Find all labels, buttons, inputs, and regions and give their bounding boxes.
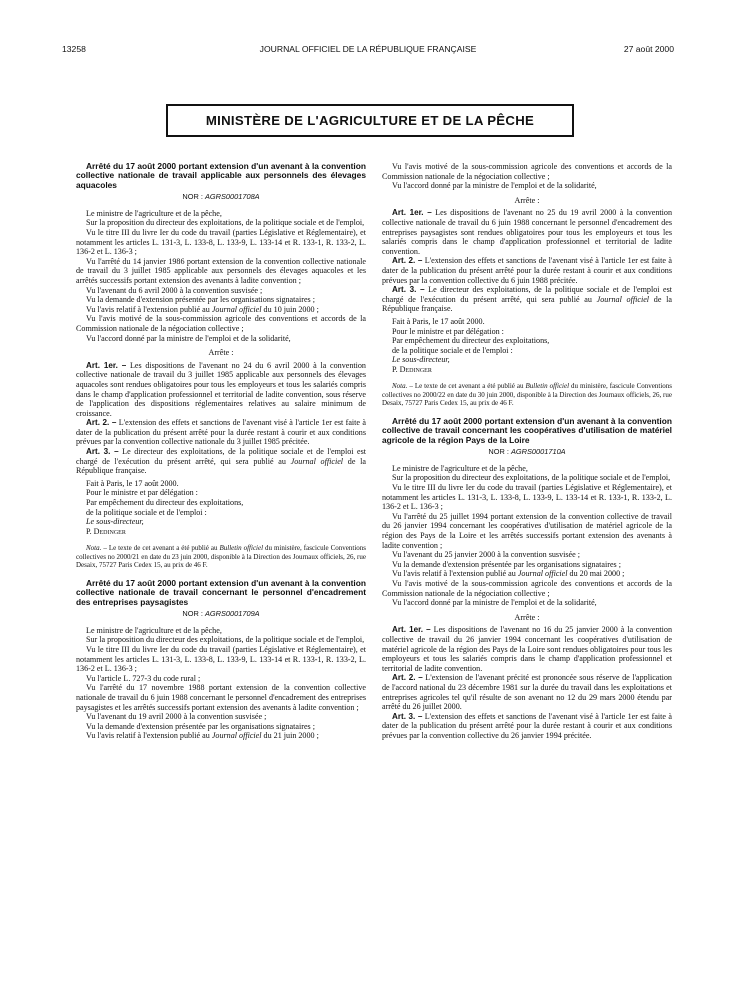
paragraph: Vu l'arrêté du 14 janvier 1986 portant extension de la convention collective nationale de travail du 3 juillet 1985 applicable aux personnels des élevages aquacoles et les arrêtés successifs portant extension des avenants à ladite convention ; <box>76 256 366 285</box>
nor-code: AGRS0001708A <box>204 192 260 202</box>
paragraph: Le ministre de l'agriculture et de la pêche, <box>86 625 222 635</box>
article-3: Art. 3. – L'extension des effets et sanctions de l'avenant visé à l'article 1er est faite à dater de la publication du présent arrêté pour la durée restant à courir et aux conditions prévues par la convention collective du 26 janvier 1994 précitée. <box>382 711 672 740</box>
nor-code: AGRS0001710A <box>510 447 566 457</box>
paragraph: Vu l'avis relatif à l'extension publié au Journal officiel du 10 juin 2000 ; <box>86 304 319 314</box>
article-1: Art. 1er. – Les dispositions de l'avenant no 24 du 6 avril 2000 à la convention collective nationale de travail du 3 juillet 1985 applicable aux personnels des élevages aquacoles sont rendues obligatoires pour tous les employeurs et tous les salariés compris dans le champ d'application professionnel et territorial de ladite convention, sous réserve de l'application des dispositions réglementaires relatives au salaire minimum de croissance. <box>76 360 366 418</box>
article-3: Art. 3. – Le directeur des exploitations, de la politique sociale et de l'emploi est chargé de l'exécution du présent arrêté, qui sera publié au Journal officiel de la République française. <box>382 285 672 314</box>
paragraph: Vu l'accord donné par la ministre de l'emploi et de la solidarité, <box>392 598 597 608</box>
signatory-role: Le sous-directeur, <box>86 517 144 527</box>
arrete-label: Arrête : <box>514 612 540 622</box>
signatory-role: Le sous-directeur, <box>392 355 450 365</box>
article-2: Art. 2. – L'extension des effets et sanctions de l'avenant visé à l'article 1er est faite à dater de la publication du présent arrêté pour la durée restant à courir et aux conditions prévues par la convention collective nationale du 3 juillet 1985 précitée. <box>76 418 366 447</box>
paragraph: Vu le titre III du livre Ier du code du travail (parties Législative et Réglementaire), et notamment les articles L. 131-3, L. 133-8, L. 133-9, L. 133-14 et R. 133-1, R. 133-2, L. 136-2 et L. 136-3 ; <box>76 228 366 257</box>
page-number: 13258 <box>62 44 86 54</box>
article-2: Art. 2. – L'extension de l'avenant précité est prononcée sous réserve de l'application de l'accord national du 23 décembre 1981 sur la durée du travail dans les exploitations et entreprises agricoles tel qu'il résulte de son avenant no 12 du 29 mars 2000 étendu par arrêté du 26 juillet 2000. <box>382 673 672 712</box>
right-column <box>382 162 672 741</box>
paragraph: Vu l'accord donné par la ministre de l'emploi et de la solidarité, <box>86 333 291 343</box>
paragraph: Vu l'avis motivé de la sous-commission agricole des conventions et accords de la Commission nationale de la négociation collective ; <box>382 579 672 598</box>
paragraph: Sur la proposition du directeur des exploitations, de la politique sociale et de l'emploi, <box>392 473 671 483</box>
signature-line: Pour le ministre et par délégation : <box>392 326 504 336</box>
paragraph: Vu l'avenant du 6 avril 2000 à la convention susvisée ; <box>86 285 263 295</box>
article-1: Art. 1er. – Les dispositions de l'avenant no 25 du 19 avril 2000 à la convention collective nationale de travail du 6 juin 1988 concernant le personnel d'encadrement des entreprises paysagistes sont rendues obligatoires pour tous les employeurs et tous les salariés compris dans le champ d'application professionnel et territorial de ladite convention. <box>382 208 672 256</box>
arrete-title: Arrêté du 17 août 2000 portant extension d'un avenant à la convention collective de travail concernant les coopératives d'utilisation de matériel agricole de la région Pays de la Loire <box>382 416 672 445</box>
paragraph: Vu l'avenant du 19 avril 2000 à la convention susvisée ; <box>86 712 267 722</box>
nor-reference: NOR : AGRS0001710A <box>488 447 566 457</box>
signature-line: de la politique sociale et de l'emploi : <box>392 345 513 355</box>
paragraph: Vu l'avis relatif à l'extension publié au Journal officiel du 21 juin 2000 ; <box>86 731 319 741</box>
signature-line: Par empêchement du directeur des exploitations, <box>392 336 550 346</box>
paragraph: Vu l'arrêté du 17 novembre 1988 portant extension de la convention collective nationale de travail du 6 juin 1988 concernant le personnel d'encadrement des entreprises paysagistes et les arrêtés successifs portant extension des avenants à ladite convention ; <box>76 683 366 712</box>
paragraph: Vu le titre III du livre Ier du code du travail (parties Législative et Réglementaire), et notamment les articles L. 131-3, L. 133-8, L. 133-9, L. 133-14 et R. 133-1, R. 133-2, L. 136-2 et L. 136-3 ; <box>76 645 366 674</box>
signatory-name: P. Dedinger <box>86 526 126 536</box>
paragraph: Le ministre de l'agriculture et de la pêche, <box>392 463 528 473</box>
arrete-title: Arrêté du 17 août 2000 portant extension d'un avenant à la convention collective nationale de travail applicable aux personnels des élevages aquacoles <box>76 161 366 190</box>
arrete-label: Arrête : <box>208 348 234 358</box>
paragraph: Vu l'avis relatif à l'extension publié au Journal officiel du 20 mai 2000 ; <box>392 569 625 579</box>
signature-line: Pour le ministre et par délégation : <box>86 488 198 498</box>
page-header <box>62 44 674 58</box>
paragraph: Vu l'avis motivé de la sous-commission agricole des conventions et accords de la Commission nationale de la négociation collective ; <box>382 162 672 181</box>
article-2: Art. 2. – L'extension des effets et sanctions de l'avenant visé à l'article 1er est faite à dater de la publication du présent arrêté pour la durée restant à courir et aux conditions prévues par la convention collective du 6 juin 1988 précitée. <box>382 256 672 285</box>
paragraph: Vu l'arrêté du 25 juillet 1994 portant extension de la convention collective de travail du 26 janvier 1994 concernant les coopératives d'utilisation de matériel agricole de la région des Pays de la Loire et les arrêtés successifs portant extension des avenants à ladite convention ; <box>382 511 672 550</box>
journal-title: JOURNAL OFFICIEL DE LA RÉPUBLIQUE FRANÇAISE <box>259 44 477 54</box>
paragraph: Vu le titre III du livre Ier du code du travail (parties Législative et Réglementaire), et notamment les articles L. 131-3, L. 133-8, L. 133-9, L. 133-14 et R. 133-1, R. 133-2, L. 136-2 et L. 136-3 ; <box>382 483 672 512</box>
nor-reference: NOR : AGRS0001709A <box>182 609 260 619</box>
signature-date: Fait à Paris, le 17 août 2000. <box>392 316 485 326</box>
arrete-title: Arrêté du 17 août 2000 portant extension d'un avenant à la convention collective nationale de travail concernant le personnel d'encadrement des entreprises paysagistes <box>76 578 366 607</box>
signature-line: de la politique sociale et de l'emploi : <box>86 507 207 517</box>
signature-line: Par empêchement du directeur des exploitations, <box>86 498 244 508</box>
nor-code: AGRS0001709A <box>204 609 260 619</box>
article-3: Art. 3. – Le directeur des exploitations, de la politique sociale et de l'emploi est chargé de l'exécution du présent arrêté, qui sera publié au Journal officiel de la République française. <box>76 447 366 476</box>
left-column <box>76 162 366 741</box>
paragraph: Sur la proposition du directeur des exploitations, de la politique sociale et de l'emploi, <box>86 218 365 228</box>
ministry-heading: MINISTÈRE DE L'AGRICULTURE ET DE LA PÊCHE <box>166 104 574 137</box>
paragraph: Sur la proposition du directeur des exploitations, de la politique sociale et de l'emploi, <box>86 635 365 645</box>
arrete-label: Arrête : <box>514 195 540 205</box>
paragraph: Vu la demande d'extension présentée par les organisations signataires ; <box>86 721 315 731</box>
signature-date: Fait à Paris, le 17 août 2000. <box>86 478 179 488</box>
paragraph: Vu l'accord donné par la ministre de l'emploi et de la solidarité, <box>392 181 597 191</box>
nota: Nota. – Le texte de cet avenant a été publié au Bulletin officiel du ministère, fascicule Conventions collectives no 2000/21 en date du 23 juin 2000, disponible à la Direction des Journaux officiels, 26, rue Desaix, 75727 Paris Cedex 15, au prix de 46 F. <box>76 544 366 569</box>
paragraph: Vu la demande d'extension présentée par les organisations signataires ; <box>86 295 315 305</box>
signatory-name: P. Dedinger <box>392 364 432 374</box>
paragraph: Vu l'avis motivé de la sous-commission agricole des conventions et accords de la Commission nationale de la négociation collective ; <box>76 314 366 333</box>
article-1: Art. 1er. – Les dispositions de l'avenant no 16 du 25 janvier 2000 à la convention collective de travail du 26 janvier 1994 concernant les coopératives d'utilisation de matériel agricole de la région des Pays de la Loire sont rendues obligatoires pour tous les employeurs et tous les salariés compris dans le champ d'application professionnel et territorial de ladite convention. <box>382 625 672 673</box>
paragraph: Vu l'article L. 727-3 du code rural ; <box>86 673 201 683</box>
issue-date: 27 août 2000 <box>623 44 674 54</box>
nota: Nota. – Le texte de cet avenant a été publié au Bulletin officiel du ministère, fascicule Conventions collectives no 2000/22 en date du 30 juin 2000, disponible à la Direction des Journaux officiels, 26, rue Desaix, 75727 Paris Cedex 15, au prix de 46 F. <box>382 382 672 407</box>
nor-reference: NOR : AGRS0001708A <box>182 192 260 202</box>
paragraph: Vu la demande d'extension présentée par les organisations signataires ; <box>392 559 621 569</box>
paragraph: Vu l'avenant du 25 janvier 2000 à la convention susvisée ; <box>392 550 580 560</box>
paragraph: Le ministre de l'agriculture et de la pêche, <box>86 208 222 218</box>
